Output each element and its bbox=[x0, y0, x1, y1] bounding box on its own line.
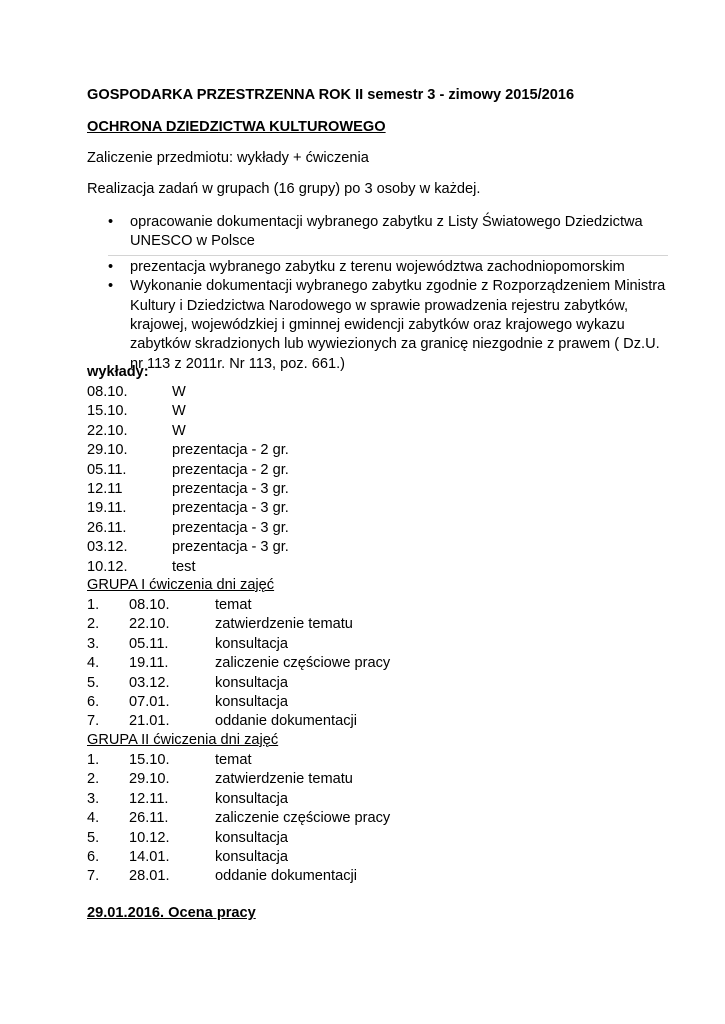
lecture-row bbox=[87, 441, 587, 460]
row-date: 14.01. bbox=[129, 848, 170, 865]
lecture-item: prezentacja - 3 gr. bbox=[172, 519, 289, 536]
final-assessment: 29.01.2016. Ocena pracy bbox=[87, 905, 256, 921]
row-number: 7. bbox=[87, 713, 100, 730]
row-number: 6. bbox=[87, 693, 100, 710]
list-item bbox=[108, 258, 668, 277]
lecture-item: prezentacja - 2 gr. bbox=[172, 442, 289, 459]
lecture-item: prezentacja - 3 gr. bbox=[172, 480, 289, 497]
lectures-heading: wykłady: bbox=[87, 364, 149, 380]
lecture-date: 12.11 bbox=[87, 480, 123, 497]
lecture-row bbox=[87, 402, 587, 421]
lecture-item: W bbox=[172, 403, 186, 420]
row-date: 03.12. bbox=[129, 674, 170, 691]
row-number: 3. bbox=[87, 635, 100, 652]
group2-row bbox=[87, 770, 587, 789]
row-date: 12.11. bbox=[129, 790, 169, 807]
row-number: 3. bbox=[87, 790, 100, 807]
row-activity: oddanie dokumentacji bbox=[215, 868, 357, 885]
row-date: 07.01. bbox=[129, 693, 170, 710]
group2-row bbox=[87, 848, 587, 867]
lecture-item: W bbox=[172, 422, 186, 439]
lecture-item: prezentacja - 2 gr. bbox=[172, 461, 289, 478]
row-date: 19.11. bbox=[129, 655, 169, 672]
group1-row bbox=[87, 615, 587, 634]
row-activity: zatwierdzenie tematu bbox=[215, 616, 353, 633]
row-number: 4. bbox=[87, 810, 100, 827]
lectures-schedule bbox=[87, 383, 587, 577]
row-activity: konsultacja bbox=[215, 635, 289, 652]
lecture-item: test bbox=[172, 558, 196, 575]
lecture-date: 08.10. bbox=[87, 384, 128, 400]
row-activity: oddanie dokumentacji bbox=[215, 713, 357, 730]
group1-row bbox=[87, 635, 587, 654]
group2-row bbox=[87, 790, 587, 809]
row-date: 22.10. bbox=[129, 616, 170, 633]
lecture-row bbox=[87, 558, 587, 577]
row-activity: temat bbox=[215, 752, 252, 768]
row-date: 28.01. bbox=[129, 868, 170, 885]
row-activity: zatwierdzenie tematu bbox=[215, 771, 353, 788]
lecture-row bbox=[87, 383, 587, 402]
subject-title: OCHRONA DZIEDZICTWA KULTUROWEGO bbox=[87, 119, 386, 135]
document-title: GOSPODARKA PRZESTRZENNA ROK II semestr 3 - zimowy 2015/2016 bbox=[87, 87, 575, 103]
row-activity: zaliczenie częściowe pracy bbox=[215, 655, 391, 672]
lecture-item: W bbox=[172, 384, 186, 400]
lecture-date: 05.11. bbox=[87, 461, 127, 478]
row-number: 4. bbox=[87, 655, 100, 672]
groups-info-text: Realizacja zadań w grupach (16 grupy) po 3 osoby w każdej. bbox=[87, 181, 481, 197]
row-date: 15.10. bbox=[129, 752, 170, 768]
lecture-date: 22.10. bbox=[87, 422, 128, 439]
group2-row bbox=[87, 867, 587, 886]
group1-row bbox=[87, 712, 587, 731]
group1-row bbox=[87, 693, 587, 712]
group2-heading: GRUPA II ćwiczenia dni zajęć bbox=[87, 732, 279, 748]
lecture-row bbox=[87, 461, 587, 480]
row-date: 29.10. bbox=[129, 771, 170, 788]
row-number: 1. bbox=[87, 597, 100, 613]
group2-schedule bbox=[87, 751, 587, 887]
row-activity: konsultacja bbox=[215, 693, 289, 710]
completion-text: Zaliczenie przedmiotu: wykłady + ćwiczenia bbox=[87, 150, 369, 166]
lecture-item: prezentacja - 3 gr. bbox=[172, 500, 289, 517]
row-date: 05.11. bbox=[129, 635, 169, 652]
group2-row bbox=[87, 829, 587, 848]
group2-row bbox=[87, 809, 587, 828]
group1-schedule bbox=[87, 596, 587, 732]
row-number: 7. bbox=[87, 868, 100, 885]
list-item bbox=[108, 277, 668, 374]
lecture-row bbox=[87, 538, 587, 557]
row-activity: konsultacja bbox=[215, 829, 289, 846]
row-activity: temat bbox=[215, 597, 252, 613]
lecture-date: 26.11. bbox=[87, 519, 127, 536]
bullet-icon: • bbox=[108, 258, 114, 275]
list-item-text: Wykonanie dokumentacji wybranego zabytku zgodnie z Rozporządzeniem Ministra Kultury i Dziedzictwa Narodowego w sprawie prowadzenia rejestru zabytków, krajowej, wojewódzkiej i gminnej ewidencji zabytków oraz krajowego wykazu zabytków skradzionych lub wywiezionych za granicę niezgodnie z prawem ( Dz.U. nr 113 z 2011r. Nr 113, poz. 661.) bbox=[130, 278, 666, 372]
group1-row bbox=[87, 596, 587, 615]
row-number: 6. bbox=[87, 848, 100, 865]
list-item bbox=[108, 213, 668, 256]
bullet-icon: • bbox=[108, 278, 114, 295]
lecture-row bbox=[87, 519, 587, 538]
row-number: 5. bbox=[87, 674, 100, 691]
row-number: 2. bbox=[87, 616, 100, 633]
lecture-row bbox=[87, 480, 587, 499]
row-activity: konsultacja bbox=[215, 848, 289, 865]
row-date: 10.12. bbox=[129, 829, 170, 846]
group1-heading: GRUPA I ćwiczenia dni zajęć bbox=[87, 577, 275, 593]
lecture-date: 29.10. bbox=[87, 442, 128, 459]
lecture-row bbox=[87, 422, 587, 441]
row-date: 26.11. bbox=[129, 810, 169, 827]
task-list bbox=[108, 213, 668, 374]
group2-row bbox=[87, 751, 587, 770]
lecture-date: 10.12. bbox=[87, 558, 128, 575]
lecture-date: 19.11. bbox=[87, 500, 127, 517]
lecture-date: 15.10. bbox=[87, 403, 128, 420]
bullet-icon: • bbox=[108, 214, 114, 230]
group1-row bbox=[87, 674, 587, 693]
row-number: 1. bbox=[87, 752, 100, 768]
list-item-text: opracowanie dokumentacji wybranego zabytku z Listy Światowego Dziedzictwa UNESCO w Polsce bbox=[130, 214, 643, 250]
lecture-row bbox=[87, 499, 587, 518]
row-activity: zaliczenie częściowe pracy bbox=[215, 810, 391, 827]
lecture-date: 03.12. bbox=[87, 539, 128, 556]
lecture-item: prezentacja - 3 gr. bbox=[172, 539, 289, 556]
row-date: 08.10. bbox=[129, 597, 170, 613]
row-number: 2. bbox=[87, 771, 100, 788]
list-item-text: prezentacja wybranego zabytku z terenu województwa zachodniopomorskim bbox=[130, 258, 625, 275]
row-activity: konsultacja bbox=[215, 790, 289, 807]
group1-row bbox=[87, 654, 587, 673]
row-date: 21.01. bbox=[129, 713, 170, 730]
row-number: 5. bbox=[87, 829, 100, 846]
row-activity: konsultacja bbox=[215, 674, 289, 691]
